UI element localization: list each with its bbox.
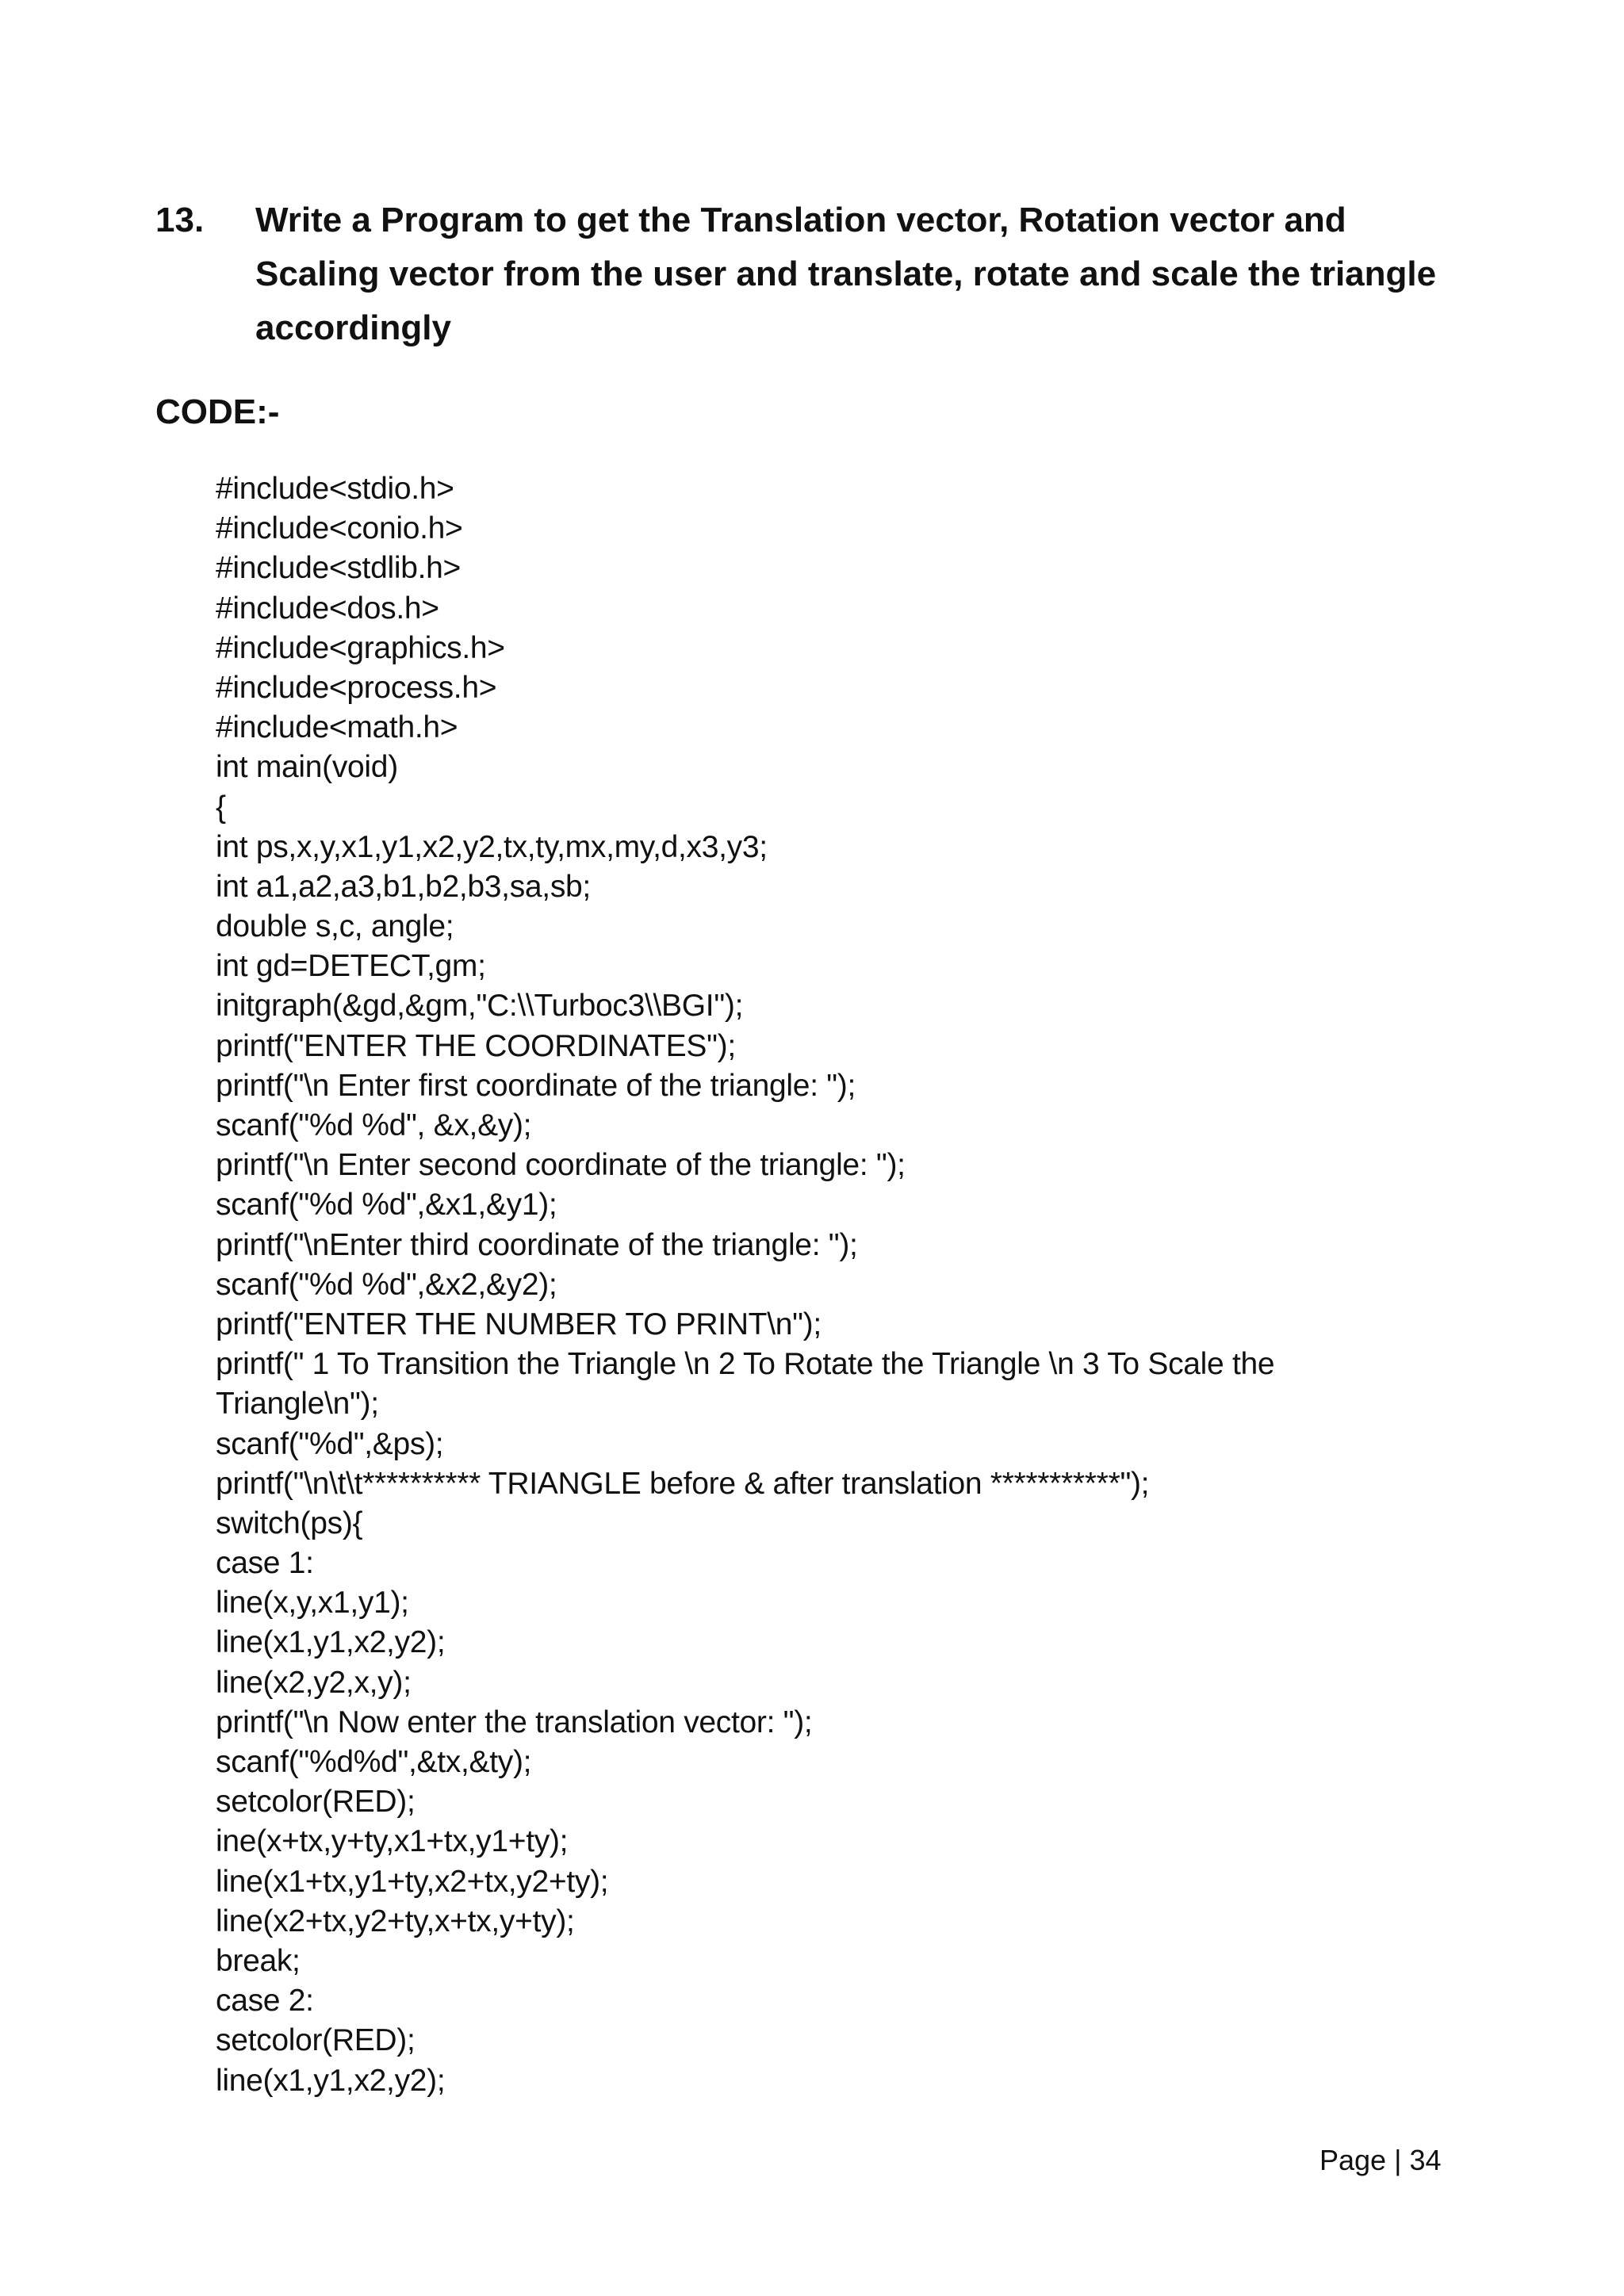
code-line: int a1,a2,a3,b1,b2,b3,sa,sb; xyxy=(216,869,591,904)
page-separator: | xyxy=(1394,2144,1402,2176)
question-text: Write a Program to get the Translation vector, Rotation vector and Scaling vector from the user and translate, rotate and scale the triangle accordingly xyxy=(255,201,1437,347)
code-line: #include<process.h> xyxy=(216,670,497,705)
code-line: printf("\n Enter first coordinate of the triangle: "); xyxy=(216,1068,856,1103)
code-line: scanf("%d %d",&x1,&y1); xyxy=(216,1188,557,1223)
page-label: Page xyxy=(1320,2144,1387,2176)
code-line: printf("\n\t\t********** TRIANGLE before & after translation ***********"); xyxy=(216,1466,1150,1501)
code-line: scanf("%d %d",&x2,&y2); xyxy=(216,1267,557,1302)
page-footer xyxy=(1320,2141,1441,2180)
code-line: setcolor(RED); xyxy=(216,1785,416,1820)
code-line: printf("ENTER THE COORDINATES"); xyxy=(216,1028,736,1063)
code-line: printf("\nEnter third coordinate of the triangle: "); xyxy=(216,1227,858,1262)
code-line: #include<conio.h> xyxy=(216,511,463,546)
code-line: scanf("%d",&ps); xyxy=(216,1426,444,1461)
code-line: #include<stdio.h> xyxy=(216,472,454,506)
code-line: printf("\n Now enter the translation vector: "); xyxy=(216,1705,813,1739)
code-line: int ps,x,y,x1,y1,x2,y2,tx,ty,mx,my,d,x3,y3; xyxy=(216,829,768,864)
code-line: int gd=DETECT,gm; xyxy=(216,949,486,984)
code-line: #include<stdlib.h> xyxy=(216,551,461,586)
code-line: line(x2,y2,x,y); xyxy=(216,1665,412,1700)
code-line: switch(ps){ xyxy=(216,1506,363,1540)
code-line: printf(" 1 To Transition the Triangle \n 2 To Rotate the Triangle \n 3 To Scale the xyxy=(216,1347,1275,1382)
code-line: #include<dos.h> xyxy=(216,591,439,626)
code-line: line(x1+tx,y1+ty,x2+tx,y2+ty); xyxy=(216,1864,609,1899)
code-line: scanf("%d%d",&tx,&ty); xyxy=(216,1745,532,1779)
code-line: line(x1,y1,x2,y2); xyxy=(216,1625,446,1660)
code-line: line(x1,y1,x2,y2); xyxy=(216,2063,446,2098)
code-line: printf("ENTER THE NUMBER TO PRINT\n"); xyxy=(216,1307,822,1341)
page-number: 34 xyxy=(1409,2144,1442,2176)
question-number: 13. xyxy=(155,201,205,239)
code-line: line(x,y,x1,y1); xyxy=(216,1586,409,1621)
code-line: #include<graphics.h> xyxy=(216,630,505,665)
code-line: scanf("%d %d", &x,&y); xyxy=(216,1108,532,1142)
code-label: CODE:- xyxy=(155,392,280,431)
code-line: case 2: xyxy=(216,1984,314,2019)
code-line: Triangle\n"); xyxy=(216,1387,379,1422)
code-line: break; xyxy=(216,1943,301,1978)
code-line: case 1: xyxy=(216,1546,314,1581)
code-block xyxy=(216,469,1453,2101)
code-line: double s,c, angle; xyxy=(216,909,454,944)
code-line: #include<math.h> xyxy=(216,710,458,745)
code-line: int main(void) xyxy=(216,750,398,785)
code-line: initgraph(&gd,&gm,"C:\\Turboc3\\BGI"); xyxy=(216,989,744,1024)
code-line: setcolor(RED); xyxy=(216,2023,416,2058)
code-line: ine(x+tx,y+ty,x1+tx,y1+ty); xyxy=(216,1824,569,1859)
code-line: { xyxy=(216,790,226,825)
code-line: printf("\n Enter second coordinate of the triangle: "); xyxy=(216,1148,906,1183)
code-line: line(x2+tx,y2+ty,x+tx,y+ty); xyxy=(216,1904,575,1938)
